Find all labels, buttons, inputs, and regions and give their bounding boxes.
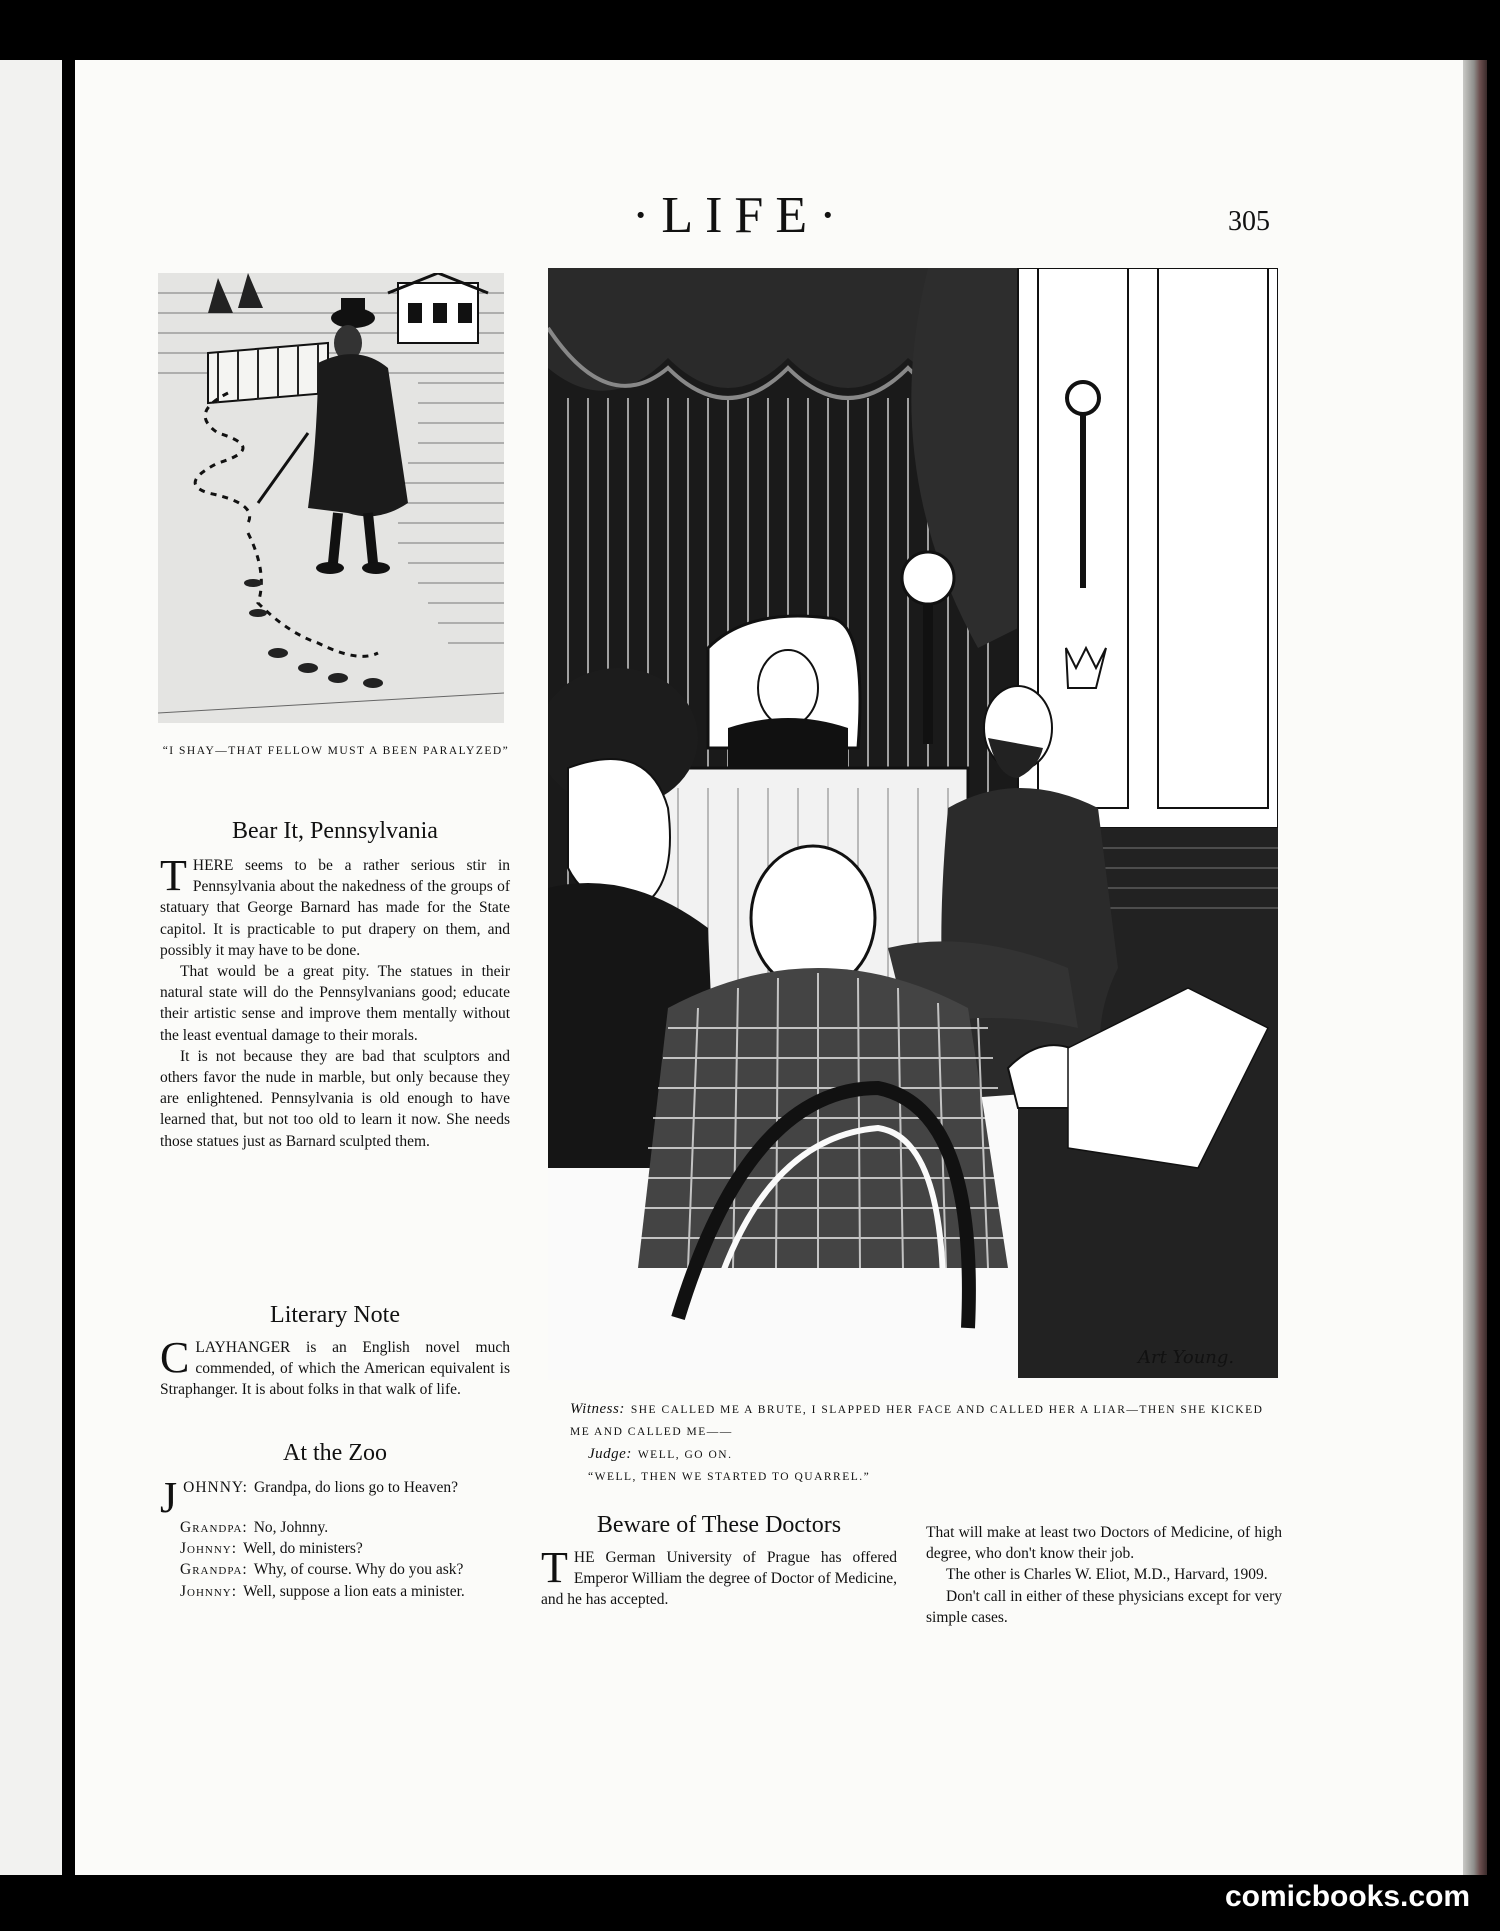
article-heading: Bear It, Pennsylvania	[232, 818, 438, 844]
article-body	[160, 851, 510, 1152]
speaker: Grandpa:	[180, 1561, 248, 1579]
article-doctors-continued	[926, 1522, 1282, 1628]
article-doctors	[541, 1512, 897, 1611]
dialogue-text: No, Johnny.	[253, 1519, 329, 1536]
paragraph: The other is Charles W. Eliot, M.D., Harvard, 1909.	[946, 1566, 1268, 1584]
artist-signature: Art Young.	[1138, 1347, 1235, 1368]
article-heading: At the Zoo	[283, 1440, 387, 1466]
site-watermark: comicbooks.com	[1225, 1880, 1471, 1913]
paragraph: That would be a great pity. The statues in their natural state will do the Pennsylvanians good; educate their artistic sense and improve them mentally without the least eventual damage to their morals.	[160, 963, 510, 1044]
paragraph: That will make at least two Doctors of Medicine, of high degree, who don't know their job.	[926, 1524, 1282, 1563]
drop-cap: T	[541, 1543, 568, 1592]
paragraph: HE German University of Prague has offered Emperor William the degree of Doctor of Medicine, and he has accepted.	[541, 1549, 897, 1609]
speaker: Johnny:	[180, 1540, 238, 1558]
speaker: OHNNY:	[183, 1479, 248, 1496]
article-literary-note	[160, 1302, 510, 1401]
article-body	[160, 1333, 510, 1401]
judge-label: Judge:	[588, 1446, 632, 1462]
page-number: 305	[1228, 206, 1270, 237]
previous-page-edge	[0, 60, 62, 1875]
speaker: Johnny:	[180, 1582, 238, 1600]
paragraph: It is not because they are bad that sculptors and others favor the nude in marble, but only because they are enlightened. Pennsylvania is old enough to have learned that, but not too old to learn it now. She needs those statues just as Barnard sculpted them.	[160, 1047, 510, 1150]
dialogue	[160, 1473, 510, 1602]
paragraph: Don't call in either of these physicians except for very simple cases.	[926, 1587, 1282, 1626]
dialogue-text: Why, of course. Why do you ask?	[253, 1561, 464, 1579]
paragraph: LAYHANGER is an English novel much commended, of which the American equivalent is Straphanger. It is about folks in that walk of life.	[160, 1339, 510, 1399]
book-edge	[1463, 60, 1487, 1875]
drunk-man-drawing	[158, 273, 504, 723]
snow-illustration	[158, 273, 504, 723]
article-body	[926, 1522, 1282, 1628]
dialogue-text: Grandpa, do lions go to Heaven?	[253, 1479, 459, 1496]
article-heading: Beware of These Doctors	[596, 1512, 842, 1538]
article-body	[541, 1543, 897, 1611]
judge-line	[570, 1443, 1280, 1466]
drop-cap: J	[160, 1473, 178, 1522]
witness-text: SHE CALLED ME A BRUTE, I SLAPPED HER FACE AND CALLED HER A LIAR—THEN SHE KICKED ME AND CALLED ME——	[570, 1404, 1264, 1438]
witness-line	[570, 1398, 1280, 1443]
dialogue-text: Well, do ministers?	[243, 1540, 363, 1558]
courtroom-cartoon	[548, 268, 1278, 1380]
courtroom-drawing	[548, 268, 1278, 1380]
article-at-the-zoo	[160, 1440, 510, 1602]
cartoon-caption	[570, 1398, 1280, 1488]
article-bear-it	[160, 818, 510, 1152]
article-heading: Literary Note	[270, 1302, 400, 1328]
speaker: Grandpa:	[180, 1519, 248, 1536]
masthead-title: ·LIFE·	[632, 187, 849, 244]
dialogue-text: Well, suppose a lion eats a minister.	[243, 1582, 465, 1600]
paragraph: HERE seems to be a rather serious stir in Pennsylvania about the nakedness of the groups of statuary that George Barnard has made for the State capitol. It is practicable to put drapery on them, and possibly it may have to be done.	[160, 857, 510, 959]
sketch-caption: “I SHAY—THAT FELLOW MUST A BEEN PARALYZED”	[162, 745, 510, 757]
judge-text: WELL, GO ON.	[637, 1449, 733, 1461]
final-line: “WELL, THEN WE STARTED TO QUARREL.”	[588, 1471, 871, 1483]
drop-cap: T	[160, 851, 187, 900]
drop-cap: C	[160, 1333, 190, 1382]
witness-label: Witness:	[570, 1401, 625, 1417]
